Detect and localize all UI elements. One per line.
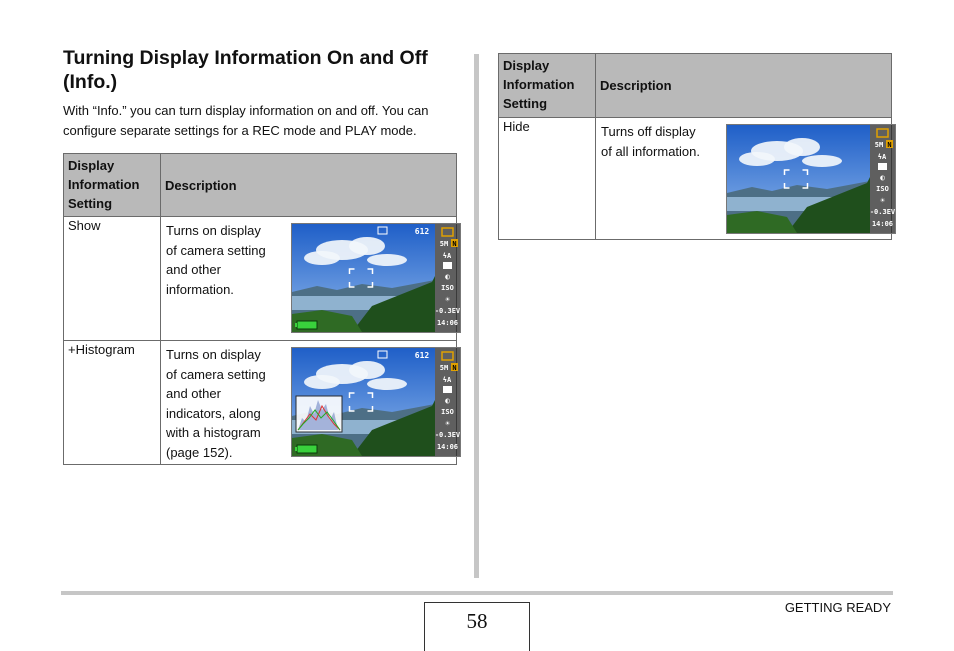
column-divider [474,54,479,578]
exposure-value: -0.3EV [434,431,460,439]
footer-rule [61,591,893,595]
battery-icon [297,321,317,329]
cloud [784,138,820,156]
cloud [304,375,340,389]
description-histogram [161,341,460,465]
right-column [498,53,895,240]
lcd-preview-hide [726,124,896,234]
iso-icon: ISO [876,185,889,193]
header-setting-line1: Display [68,158,115,173]
flash-icon: ϟA [442,252,452,260]
desc-line: (page 152). [166,444,233,460]
header-setting-line2: Information [503,77,575,92]
iso-icon: ISO [441,408,454,416]
anti-shake-icon: ◐ [445,396,450,405]
cloud [739,152,775,166]
header-description-label: Description [600,78,672,93]
header-setting [64,154,161,217]
page-title [63,46,457,94]
desc-line: and other [166,386,221,401]
section-label: GETTING READY [784,600,891,615]
intro-line2: configure separate settings for a REC mode and PLAY mode. [63,123,417,138]
flash-icon: ϟA [442,376,452,384]
scene-icon [878,163,887,170]
clock-time: 14:06 [871,220,894,228]
setting-show: Show [64,217,161,341]
cloud [367,254,407,266]
cloud [304,251,340,265]
anti-shake-icon: ◐ [880,173,885,182]
table-header-row [64,154,457,217]
white-balance-icon: ☀ [445,295,450,304]
battery-tip [295,323,297,327]
clock-time: 14:06 [436,319,459,327]
quality-icon: N [887,141,892,149]
display-info-table-continued [498,53,895,240]
lcd-preview-histogram [291,347,461,457]
shot-count: 612 [414,351,430,360]
page-title-line1: Turning Display Information On and Off [63,47,428,69]
setting-hide: Hide [499,118,596,240]
lcd-screen [727,125,895,233]
scene-icon [443,386,452,393]
cloud [349,237,385,255]
lcd-screen [292,224,460,332]
description-text [166,221,284,299]
anti-shake-icon: ◐ [445,272,450,281]
description-show [161,217,460,341]
cloud [367,378,407,390]
description-text [601,122,719,161]
header-description [161,154,457,217]
display-info-table [63,153,460,465]
lcd-screen [292,348,460,456]
intro-paragraph [63,101,457,141]
desc-line: Turns off display [601,124,696,139]
header-setting-line1: Display [503,58,550,73]
desc-line: information. [166,281,234,297]
cloud [802,155,842,167]
table-row [499,118,892,240]
quality-icon: N [452,364,457,372]
header-description-label: Description [165,177,237,193]
page-title-line2: (Info.) [63,71,118,93]
desc-line: of camera setting [166,242,266,258]
shot-count: 612 [414,227,430,236]
battery-icon [297,445,317,453]
desc-line: of camera setting [166,366,266,382]
desc-line: of all information. [601,143,700,159]
white-balance-icon: ☀ [880,196,885,205]
table-row [64,217,457,341]
header-setting-line2: Information [68,177,140,192]
exposure-value: -0.3EV [869,208,895,216]
desc-line: indicators, along [166,405,261,421]
cloud [349,361,385,379]
lcd-preview-show [291,223,461,333]
image-size-icon: 5M [439,240,449,248]
intro-line1: With “Info.” you can turn display information on and off. You can [63,103,429,118]
scene-icon [443,262,452,269]
left-column [63,46,460,465]
desc-line: and other [166,262,221,277]
page-number-box [424,602,530,651]
header-setting-line3: Setting [68,196,113,211]
table-row [64,341,457,465]
header-setting-line3: Setting [503,96,548,111]
description-text [166,345,284,462]
image-size-icon: 5M [874,141,884,149]
setting-histogram: +Histogram [64,341,161,465]
image-size-icon: 5M [439,364,449,372]
table-header-row [499,54,892,118]
desc-line: with a histogram [166,425,261,440]
header-description [596,54,892,118]
desc-line: Turns on display [166,223,261,238]
description-hide [596,118,895,240]
quality-icon: N [452,240,457,248]
page-number: 58 [466,609,488,633]
header-setting [499,54,596,118]
white-balance-icon: ☀ [445,419,450,428]
exposure-value: -0.3EV [434,307,460,315]
battery-tip [295,447,297,451]
desc-line: Turns on display [166,347,261,362]
clock-time: 14:06 [436,443,459,451]
iso-icon: ISO [441,284,454,292]
flash-icon: ϟA [877,153,887,161]
